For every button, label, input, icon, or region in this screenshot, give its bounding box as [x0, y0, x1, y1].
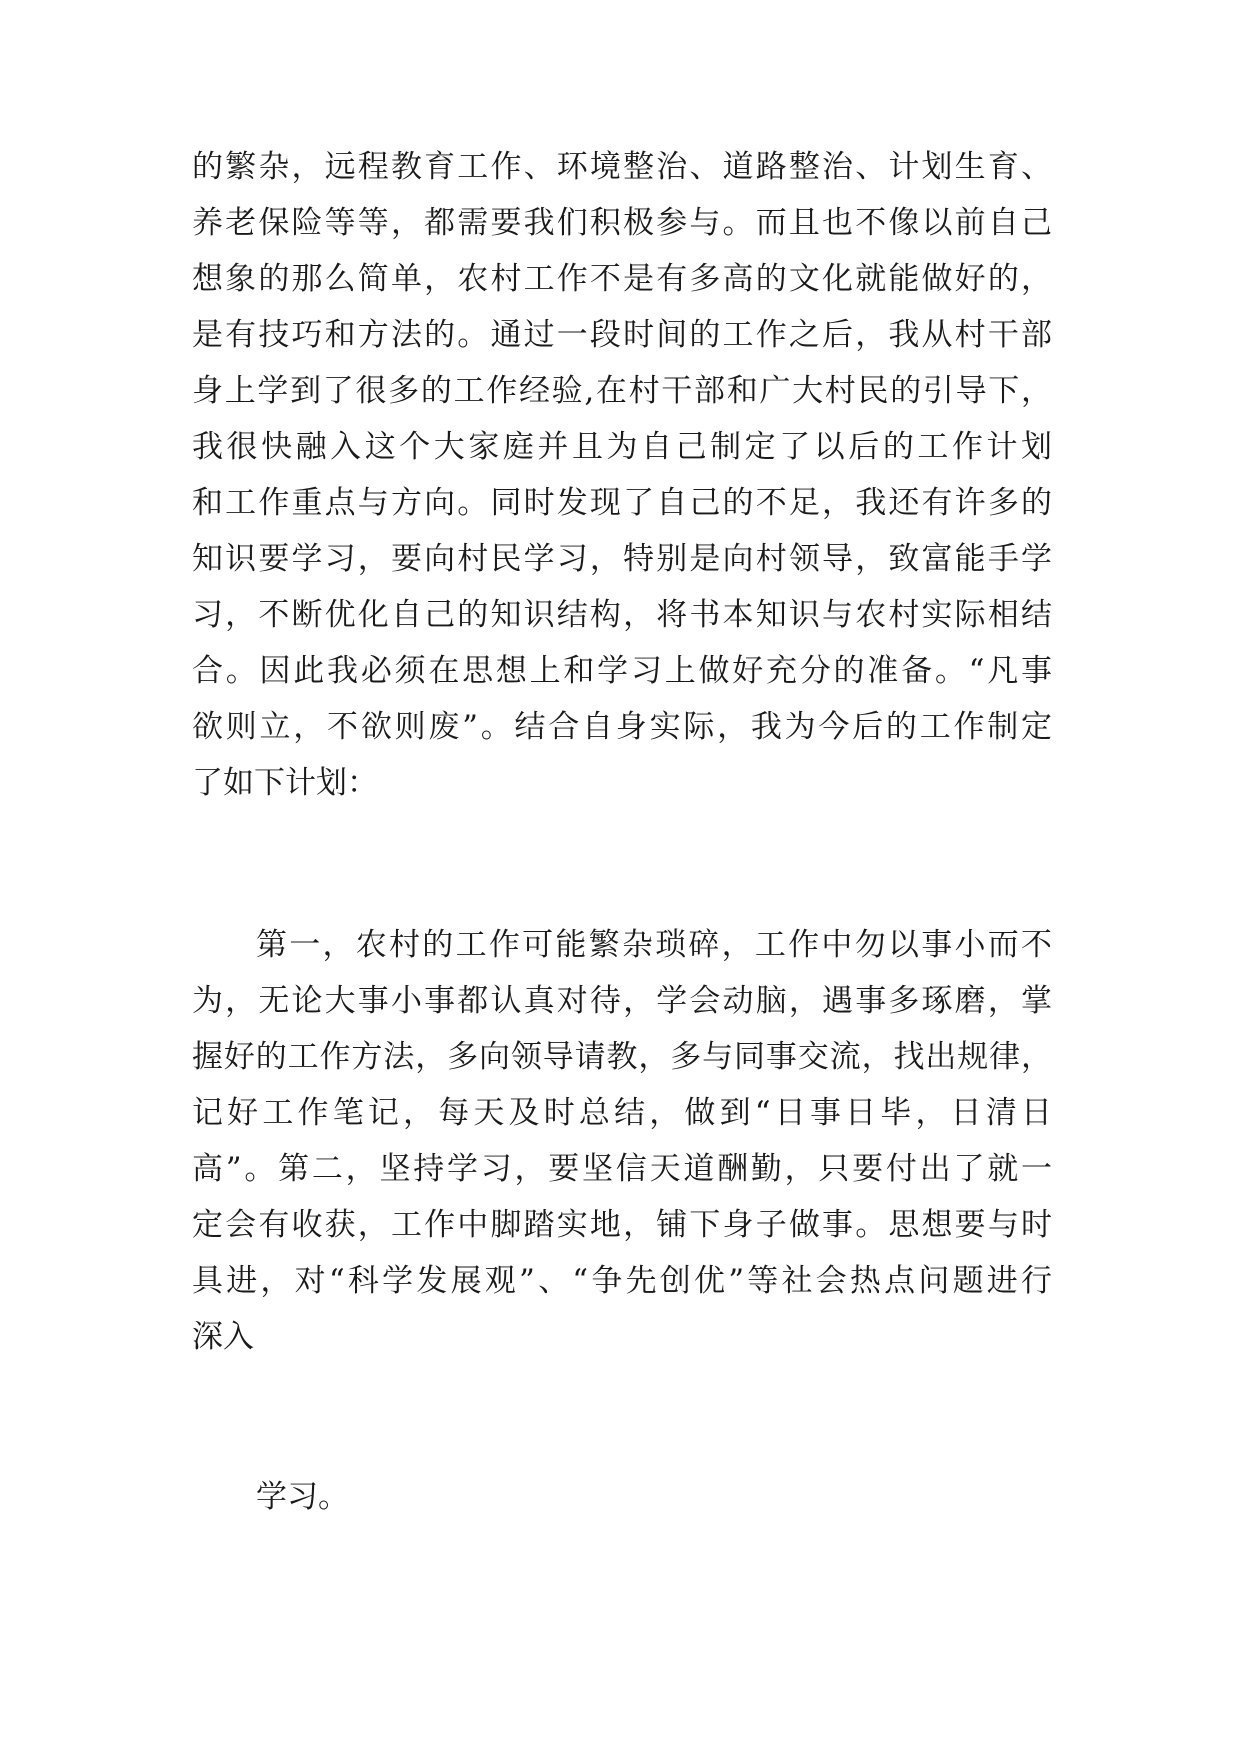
- text-line: 知识要学习，要向村民学习，特别是向村领导，致富能手学: [192, 541, 1052, 577]
- text-line: 是有技巧和方法的。通过一段时间的工作之后，我从村干部: [192, 317, 1052, 353]
- text-line: 欲则立，不欲则废”。结合自身实际，我为今后的工作制定: [192, 709, 1052, 745]
- text-line: 和工作重点与方向。同时发现了自己的不足，我还有许多的: [192, 485, 1052, 521]
- text-line: 深入: [192, 1319, 254, 1355]
- text-line: 养老保险等等，都需要我们积极参与。而且也不像以前自己: [192, 205, 1052, 241]
- text-line: 的繁杂，远程教育工作、环境整治、道路整治、计划生育、: [192, 149, 1052, 185]
- text-line: 了如下计划：: [192, 765, 378, 801]
- text-line: 习，不断优化自己的知识结构，将书本知识与农村实际相结: [192, 597, 1052, 633]
- text-line: 握好的工作方法，多向领导请教，多与同事交流，找出规律，: [192, 1039, 1052, 1075]
- text-line: 高”。第二，坚持学习，要坚信天道酬勤，只要付出了就一: [192, 1151, 1052, 1187]
- text-line: 学习。: [256, 1479, 349, 1515]
- text-line: 想象的那么简单，农村工作不是有多高的文化就能做好的，: [192, 261, 1052, 297]
- text-line: 身上学到了很多的工作经验,在村干部和广大村民的引导下，: [192, 373, 1052, 409]
- text-line: 合。因此我必须在思想上和学习上做好充分的准备。“凡事: [192, 653, 1052, 689]
- text-line: 我很快融入这个大家庭并且为自己制定了以后的工作计划: [192, 429, 1052, 465]
- text-line: 定会有收获，工作中脚踏实地，铺下身子做事。思想要与时: [192, 1207, 1052, 1243]
- text-line: 为，无论大事小事都认真对待，学会动脑，遇事多琢磨，掌: [192, 983, 1052, 1019]
- text-line: 记好工作笔记，每天及时总结，做到“日事日毕，日清日: [192, 1095, 1052, 1131]
- text-line: 具进，对“科学发展观”、“争先创优”等社会热点问题进行: [192, 1263, 1052, 1299]
- text-line: 第一，农村的工作可能繁杂琐碎，工作中勿以事小而不: [256, 927, 1052, 963]
